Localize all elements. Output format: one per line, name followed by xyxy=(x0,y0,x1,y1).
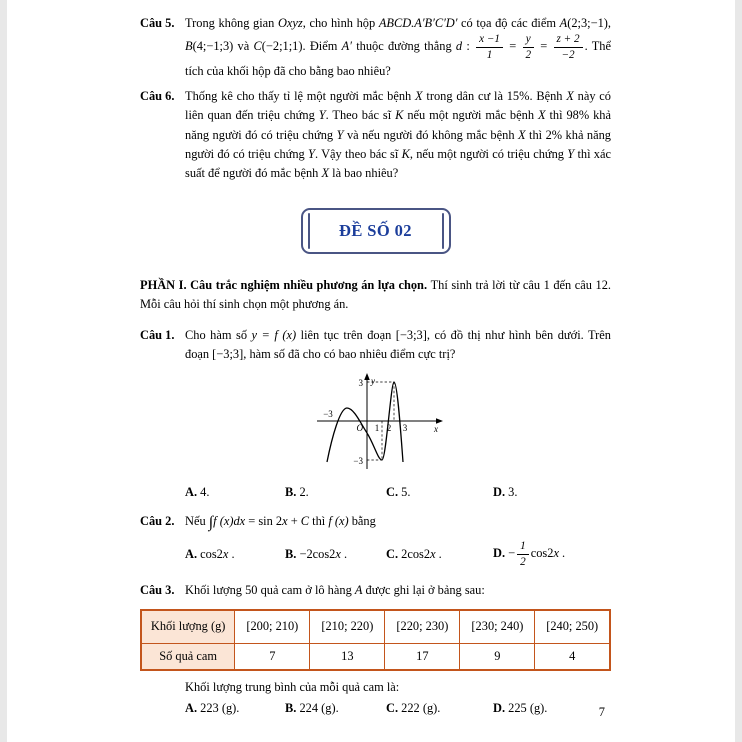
exam-title: ĐỀ SỐ 02 xyxy=(339,221,412,241)
y-tick-3: 3 xyxy=(358,377,363,388)
q3-option-b: B. 224 (g). xyxy=(285,701,339,716)
y-axis-label: y xyxy=(370,375,375,386)
table-row xyxy=(141,610,610,643)
table-cell: 13 xyxy=(310,643,385,670)
x-tick-1: 1 xyxy=(374,422,379,433)
q3-options xyxy=(185,699,611,718)
table-header-count: Số quả cam xyxy=(141,643,235,670)
question-1 xyxy=(140,326,611,364)
q1-option-b: B. 2. xyxy=(285,484,309,499)
origin-label: O xyxy=(356,422,363,433)
q3-note: Khối lượng trung bình của mỗi quả cam là: xyxy=(185,679,400,694)
question-6-text: Thống kê cho thấy tỉ lệ một người mắc bệnh X trong dân cư là 15%. Bệnh X này có liên quan đến triệu chứng Y. Theo bác sĩ K nếu một người mắc bệnh X thì 98% khả năng người đó có triệu chứng Y và nếu người đó không mắc bệnh X thì 2% khả năng người đó có triệu chứng Y. Vậy theo bác sĩ K, nếu một người có triệu chứng Y thì xác suất để người đó mắc bệnh X là bao nhiêu? xyxy=(185,89,611,180)
table-cell: [220; 230) xyxy=(385,610,460,643)
question-3-label: Câu 3. xyxy=(140,582,175,597)
q2-option-d: D. − $\frac{1}{2}$ cos2x . xyxy=(493,540,566,569)
question-1-text: Cho hàm số y = f (x) liên tục trên đoạn [−3;3], có đồ thị như hình bên dưới. Trên đoạn [−3;3], hàm số đã cho có bao nhiêu điểm cực trị? xyxy=(185,328,611,362)
q1-options xyxy=(185,483,611,502)
question-3-text: Khối lượng 50 quả cam ở lô hàng A được ghi lại ở bảng sau: xyxy=(185,582,485,597)
question-6 xyxy=(140,87,611,183)
mass-frequency-table xyxy=(140,609,611,671)
y-axis-arrow xyxy=(364,373,370,380)
function-curve xyxy=(327,382,403,462)
x-axis-label: x xyxy=(433,423,438,434)
question-2-text: Nếu ∫f (x)dx = sin 2x + C thì f (x) bằng xyxy=(185,513,376,531)
table-cell: 4 xyxy=(535,643,610,670)
table-cell: [230; 240) xyxy=(460,610,535,643)
q3-option-a: A. 223 (g). xyxy=(185,701,240,716)
x-tick-3: 3 xyxy=(402,422,407,433)
part1-heading: PHẦN I. Câu trắc nghiệm nhiều phương án lựa chọn. Thí sinh trả lời từ câu 1 đến câu 12. Mỗi câu hỏi thí sinh chọn một phương án. xyxy=(140,277,611,311)
q3-option-d: D. 225 (g). xyxy=(493,701,548,716)
exam-title-banner xyxy=(301,208,451,254)
graph-container xyxy=(140,371,611,479)
q2-option-b: B. −2cos2x . xyxy=(285,547,348,561)
q1-option-a: A. 4. xyxy=(185,484,210,499)
question-5 xyxy=(140,14,611,81)
function-graph xyxy=(301,371,451,473)
q1-option-d: D. 3. xyxy=(493,484,518,499)
question-2 xyxy=(140,512,611,531)
question-3 xyxy=(140,581,611,600)
page-number: 7 xyxy=(598,704,605,719)
q2-option-c: C. 2cos2x . xyxy=(386,547,442,561)
table-cell: [200; 210) xyxy=(235,610,310,643)
question-5-text: Trong không gian Oxyz, cho hình hộp ABCD.A′B′C′D′ có tọa độ các điểm A(2;3;−1), B(4;−1;3) và C(−2;1;1). Điểm A′ thuộc đường thẳng d : $\frac{x -1}{1}$ = $\frac{y}{2}$ = $\frac{z + 2}{-2}$ . Thể tích của khối hộp đã cho bằng bao nhiêu? xyxy=(185,16,611,78)
table-row xyxy=(141,643,610,670)
table-cell: 9 xyxy=(460,643,535,670)
q3-option-c: C. 222 (g). xyxy=(386,701,441,716)
x-tick-2: 2 xyxy=(386,422,391,433)
x-tick-neg3: −3 xyxy=(322,408,333,419)
question-2-label: Câu 2. xyxy=(140,514,175,529)
question-5-label: Câu 5. xyxy=(140,16,175,30)
table-cell: [210; 220) xyxy=(310,610,385,643)
y-tick-neg3: −3 xyxy=(352,455,363,466)
x-axis-arrow xyxy=(436,418,443,424)
table-header-mass: Khối lượng (g) xyxy=(141,610,235,643)
table-cell: 17 xyxy=(385,643,460,670)
table-cell: [240; 250) xyxy=(535,610,610,643)
document-page xyxy=(7,0,735,742)
q2-option-a: A. cos2x . xyxy=(185,547,235,561)
q2-options xyxy=(185,540,611,569)
question-1-label: Câu 1. xyxy=(140,328,175,343)
q1-option-c: C. 5. xyxy=(386,484,411,499)
question-6-label: Câu 6. xyxy=(140,89,175,104)
table-cell: 7 xyxy=(235,643,310,670)
